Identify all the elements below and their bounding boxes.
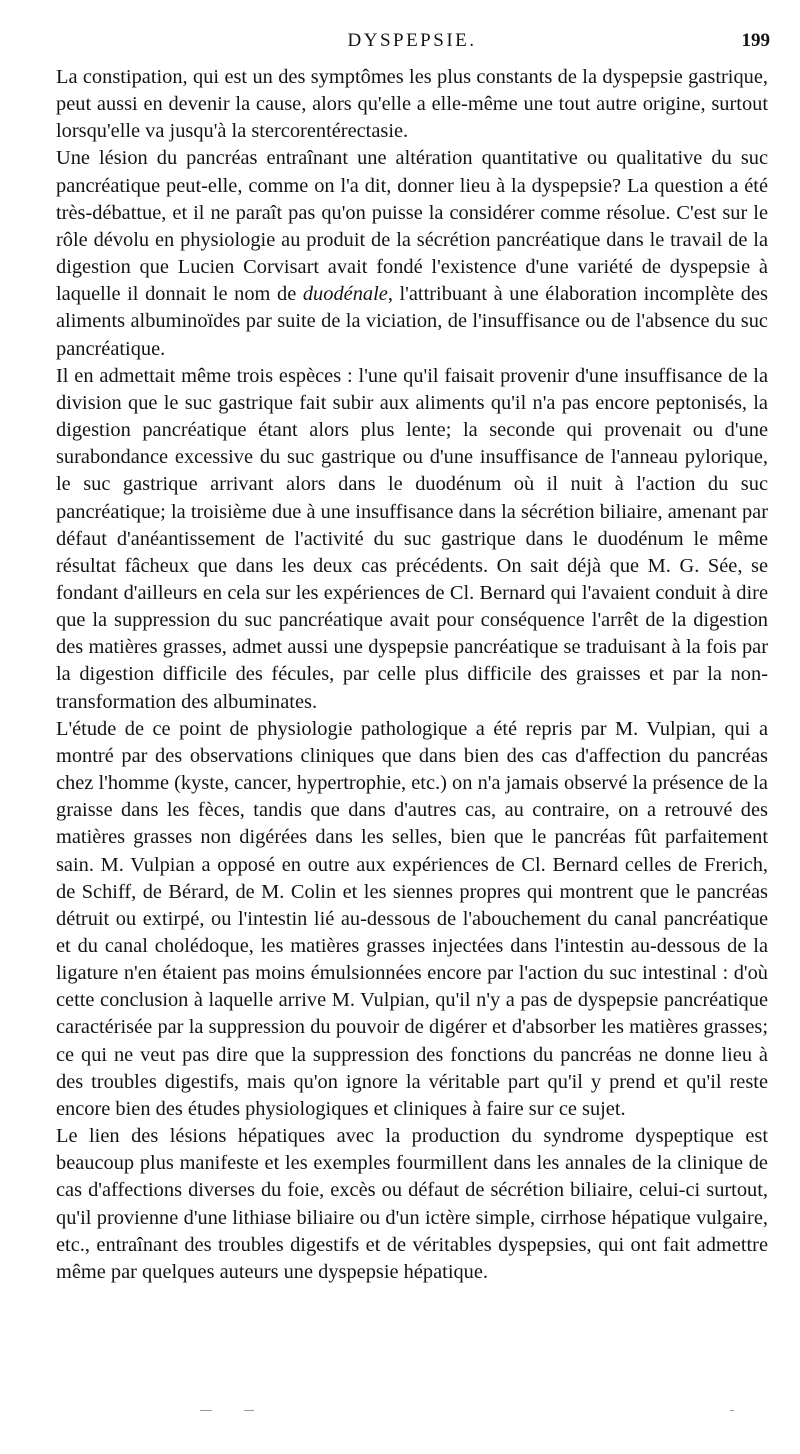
- paragraph-pancreas-lesion-continuation: , l'attribuant à une élaboration incomplète des aliments albuminoïdes par suite de la viciation, de l'insuffisance ou de l'absence du suc pancréatique.: [56, 283, 768, 360]
- scan-mark: [730, 1410, 734, 1411]
- paragraph-constipation: La constipation, qui est un des symptômes les plus constants de la dyspepsie gastrique, peut aussi en devenir la cause, alors qu'elle a elle-même une tout autre origine, surtout lorsqu'elle va jusqu'à la stercorentérectasie.: [56, 66, 768, 143]
- footer-scan-marks: [200, 1410, 760, 1416]
- body-text: [56, 64, 768, 1286]
- paragraph-pancreas-lesion: [56, 145, 768, 362]
- running-head: [56, 30, 768, 60]
- paragraph-vulpian-study: L'étude de ce point de physiologie pathologique a été repris par M. Vulpian, qui a montré par des observations cliniques que dans bien des cas d'affection du pancréas chez l'homme (kyste, cancer, hypertrophie, etc.) on n'a jamais observé la présence de la graisse dans les fèces, tandis que dans d'autres cas, au contraire, on a retrouvé des matières grasses non digérées dans les selles, bien que le pancréas fût parfaitement sain. M. Vulpian a opposé en outre aux expériences de Cl. Bernard celles de Frerich, de Schiff, de Bérard, de M. Colin et les siennes propres qui montrent que le pancréas détruit ou extirpé, ou l'intestin lié au-dessous de l'abouchement du canal pancréatique et du canal cholédoque, les matières grasses injectées dans l'intestin au-dessous de la ligature n'en étaient pas moins émulsionnées encore par l'action du suc intestinal : d'où cette conclusion à laquelle arrive M. Vulpian, qu'il n'y a pas de dyspepsie pancréatique caractérisée par la suppression du pouvoir de digérer et d'absorber les matières grasses; ce qui ne veut pas dire que la suppression des fonctions du pancréas ne donne lieu à des troubles digestifs, mais qu'on ignore la véritable part qu'il y prend et qu'il reste encore bien des études physiologiques et cliniques à faire sur ce sujet.: [56, 717, 768, 1120]
- running-title: DYSPEPSIE.: [347, 30, 477, 51]
- paragraph-three-species: Il en admettait même trois espèces : l'une qu'il faisait provenir d'une insuffisance de la division que le suc gastrique fait subir aux aliments qu'il n'a pas encore peptonisés, la digestion pancréatique étant alors plus lente; la seconde qui provenait ou d'une surabondance excessive du suc gastrique ou d'une insuffisance de l'anneau pylorique, le suc gastrique arrivant alors dans le duodénum où il nuit à l'action du suc pancréatique; la troisième due à une insuffisance dans la sécrétion biliaire, amenant par défaut d'anéantissement de l'activité du suc gastrique dans le duodénum le même résultat fâcheux que dans les deux cas précédents. On sait déjà que M. G. Sée, se fondant d'ailleurs en cela sur les expériences de Cl. Bernard qui l'avaient conduit à dire que la suppression du suc pancréatique avait pour conséquence l'arrêt de la digestion des matières grasses, admet aussi une dyspepsie pancréatique se traduisant à la fois par la digestion difficile des fécules, par celle plus difficile des graisses et par la non-transformation des albuminates.: [56, 364, 768, 713]
- book-page: [56, 30, 768, 1286]
- scan-mark: [244, 1410, 254, 1411]
- scan-mark: [200, 1410, 212, 1411]
- italic-term-duodenale: duodénale: [302, 283, 388, 306]
- page-number: 199: [741, 30, 770, 51]
- paragraph-hepatic-lesions: Le lien des lésions hépatiques avec la production du syndrome dyspeptique est beaucoup plus manifeste et les exemples fourmillent dans les annales de la clinique de cas d'affections diverses du foie, excès ou défaut de sécrétion biliaire, celui-ci surtout, qu'il provienne d'une lithiase biliaire ou d'un ictère simple, cirrhose hépatique vulgaire, etc., entraînant des troubles digestifs et de véritables dyspepsies, qui ont fait admettre même par quelques auteurs une dyspepsie hépatique.: [56, 1125, 768, 1283]
- paragraph-pancreas-lesion-text: Une lésion du pancréas entraînant une altération quantitative ou qualitative du suc pancréatique peut-elle, comme on l'a dit, donner lieu à la dyspepsie? La question a été très-débattue, et il ne paraît pas qu'on puisse la considérer comme résolue. C'est sur le rôle dévolu en physiologie au produit de la sécrétion pancréatique dans le travail de la digestion que Lucien Corvisart avait fondé l'existence d'une variété de dyspepsie à laquelle il donnait le nom de: [56, 147, 768, 306]
